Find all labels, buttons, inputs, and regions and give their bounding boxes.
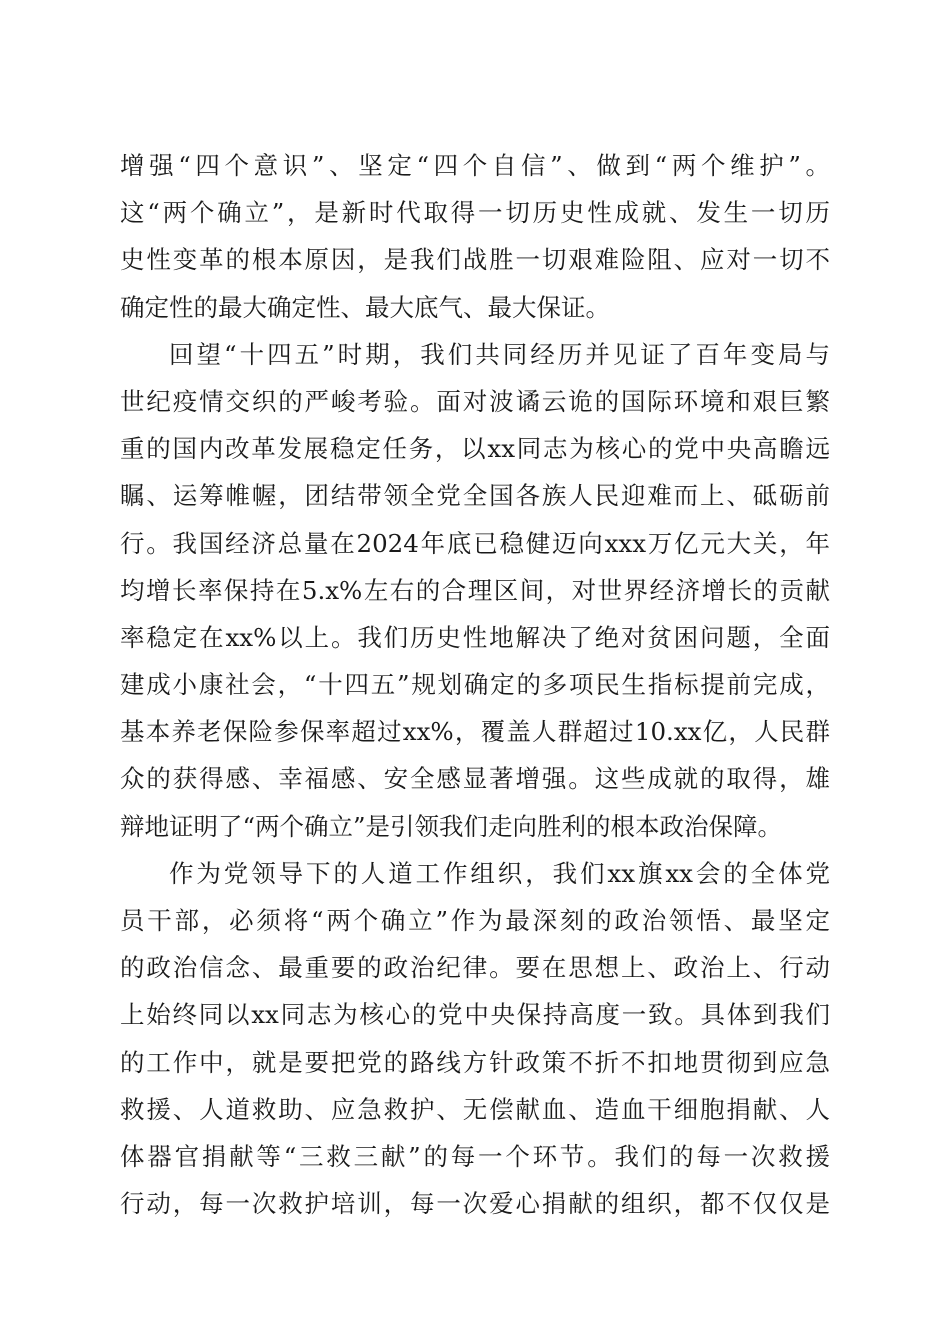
- text-line: 史性变革的根本原因，是我们战胜一切艰难险阻、应对一切不: [120, 245, 830, 275]
- text-line: 的工作中，就是要把党的路线方针政策不折不扣地贯彻到应急: [120, 1047, 830, 1077]
- document-body: [120, 142, 830, 1227]
- text-line: 均增长率保持在5.x%左右的合理区间，对世界经济增长的贡献: [120, 575, 830, 605]
- text-line: 行。我国经济总量在2024年底已稳健迈向xxx万亿元大关，年: [120, 528, 830, 558]
- text-line: 建成小康社会，“十四五”规划确定的多项民生指标提前完成，: [120, 670, 830, 700]
- text-line: 辩地证明了“两个确立”是引领我们走向胜利的根本政治保障。: [120, 811, 783, 841]
- text-line: 重的国内改革发展稳定任务，以xx同志为核心的党中央高瞻远: [120, 434, 830, 464]
- text-line: 行动，每一次救护培训，每一次爱心捐献的组织，都不仅仅是: [120, 1189, 830, 1219]
- text-line: 基本养老保险参保率超过xx%，覆盖人群超过10.xx亿，人民群: [120, 717, 830, 747]
- text-line: 这“两个确立”，是新时代取得一切历史性成就、发生一切历: [120, 198, 830, 228]
- text-line: 率稳定在xx%以上。我们历史性地解决了绝对贫困问题，全面: [120, 622, 830, 652]
- text-line: 员干部，必须将“两个确立”作为最深刻的政治领悟、最坚定: [120, 906, 830, 935]
- text-line: 世纪疫情交织的严峻考验。面对波谲云诡的国际环境和艰巨繁: [120, 386, 830, 416]
- text-line: 救援、人道救助、应急救护、无偿献血、造血干细胞捐献、人: [120, 1094, 830, 1124]
- text-line: 上始终同以xx同志为核心的党中央保持高度一致。具体到我们: [120, 1000, 830, 1030]
- text-line: 众的获得感、幸福感、安全感显著增强。这些成就的取得，雄: [120, 764, 830, 794]
- text-line: 确定性的最大确定性、最大底气、最大保证。: [120, 292, 610, 322]
- text-line: 增强“四个意识”、坚定“四个自信”、做到“两个维护”。: [120, 151, 830, 180]
- text-line: 的政治信念、最重要的政治纪律。要在思想上、政治上、行动: [120, 953, 830, 983]
- text-line: 回望“十四五”时期，我们共同经历并见证了百年变局与: [169, 339, 830, 369]
- text-line: 体器官捐献等“三救三献”的每一个环节。我们的每一次救援: [120, 1141, 830, 1171]
- text-line: 瞩、运筹帷幄，团结带领全党全国各族人民迎难而上、砥砺前: [120, 481, 830, 511]
- text-line: 作为党领导下的人道工作组织，我们xx旗xx会的全体党: [169, 858, 830, 888]
